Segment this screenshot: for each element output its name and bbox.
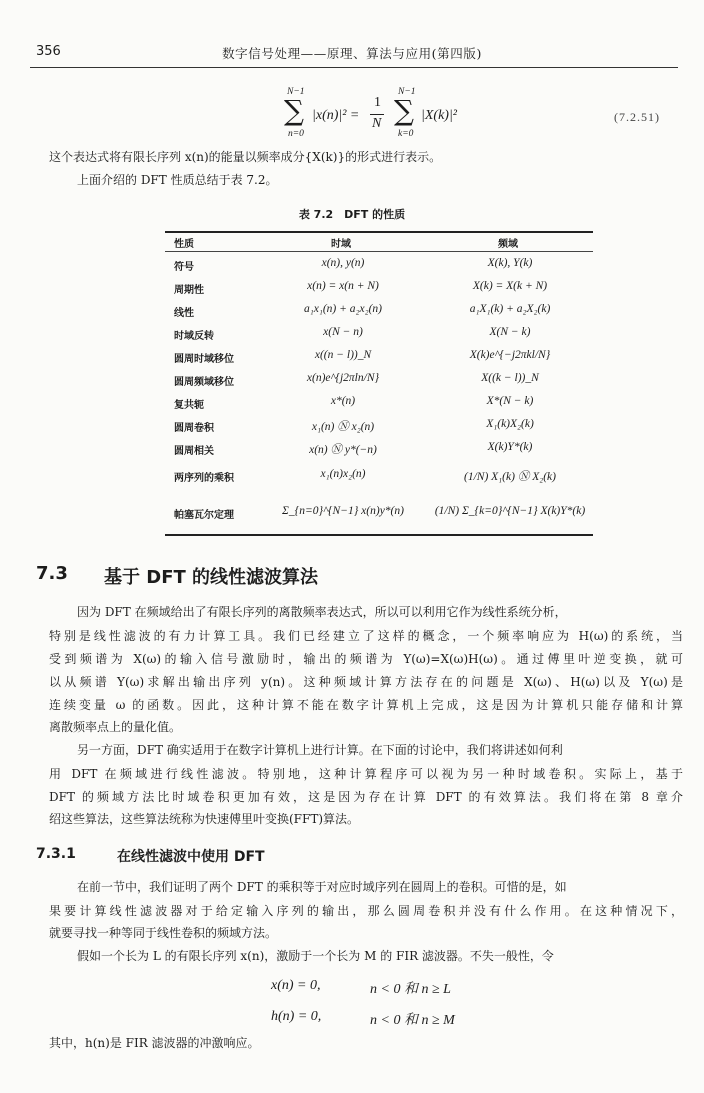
table-cell-freq: X(k) = X(k + N) bbox=[472, 280, 548, 292]
table-cell-time: x₁(n) Ⓝ x₂(n) bbox=[311, 421, 375, 433]
table-cell-freq: X(N − k) bbox=[489, 326, 531, 338]
fraction-numerator: 1 bbox=[374, 95, 381, 110]
para1-line-4: 以从频谱 Y(ω)求解出输出序列 y(n)。这种频域计算方法存在的问题是 X(ω)、H(ω)以及 Y(ω)是 bbox=[49, 675, 683, 689]
table-cell-property: 两序列的乘积 bbox=[174, 473, 234, 484]
intro-line-1: 这个表达式将有限长序列 x(n)的能量以频率成分{X(k)}的形式进行表示。 bbox=[49, 150, 442, 164]
para1-line-5: 连续变量 ω 的函数。因此，这种计算不能在数字计算机上完成，这是因为计算机只能存储和计算 bbox=[49, 698, 683, 712]
table-caption: 表 7.2 DFT 的性质 bbox=[298, 208, 406, 221]
table-cell-time: x(n) = x(n + N) bbox=[307, 280, 379, 292]
fraction-denominator: N bbox=[372, 116, 382, 131]
section-title: 基于 DFT 的线性滤波算法 bbox=[104, 567, 319, 588]
table-cell-property: 圆周相关 bbox=[174, 446, 214, 457]
table-cell-freq: (1/N) X₁(k) Ⓝ X₂(k) bbox=[464, 471, 556, 483]
table-cell-time: x(n) Ⓝ y*(−n) bbox=[309, 444, 377, 456]
subsection-title: 在线性滤波中使用 DFT bbox=[117, 849, 265, 865]
table-cell-time: x(N − n) bbox=[323, 326, 363, 338]
table-cell-property: 复共轭 bbox=[174, 400, 204, 411]
table-cell-time: a₁x₁(n) + a₂x₂(n) bbox=[303, 303, 383, 315]
table-cell-time: x(n), y(n) bbox=[321, 257, 365, 269]
summation-sign: ∑ bbox=[284, 94, 304, 127]
para1-line-6: 离散频率点上的量化值。 bbox=[49, 720, 182, 734]
table-cell-time: x((n − l))_N bbox=[314, 349, 372, 361]
running-header-title: 数字信号处理——原理、算法与应用(第四版) bbox=[222, 46, 482, 61]
table-cell-freq: X((k − l))_N bbox=[481, 372, 539, 384]
table-cell-property: 圆周时域移位 bbox=[174, 354, 234, 365]
table-cell-time: x₁(n)x₂(n) bbox=[320, 468, 366, 480]
parseval-rhs: |X(k)|² bbox=[421, 108, 457, 123]
table-cell-time: x*(n) bbox=[330, 395, 356, 407]
sum-lower-limit: k=0 bbox=[398, 129, 414, 139]
table-cell-freq: (1/N) Σ_{k=0}^{N−1} X(k)Y*(k) bbox=[434, 505, 586, 517]
table-cell-freq: a₁X₁(k) + a₂X₂(k) bbox=[469, 303, 551, 315]
subsection-number: 7.3.1 bbox=[36, 846, 76, 862]
para1-line-1: 因为 DFT 在频域给出了有限长序列的离散频率表达式，所以可以利用它作为线性系统分析， bbox=[77, 605, 567, 619]
para2-line-2: 用 DFT 在频域进行线性滤波。特别地，这种计算程序可以视为另一种时域卷积。实际上，基于 bbox=[49, 767, 683, 781]
table-cell-property: 帕塞瓦尔定理 bbox=[174, 510, 234, 521]
table-header-time: 时域 bbox=[331, 239, 351, 250]
page-number: 356 bbox=[36, 44, 61, 59]
para2-line-4: 绍这些算法，这些算法统称为快速傅里叶变换(FFT)算法。 bbox=[49, 812, 360, 826]
para3-line-3: 就要寻找一种等同于线性卷积的频域方法。 bbox=[49, 926, 278, 940]
table-cell-freq: X*(N − k) bbox=[486, 395, 534, 407]
table-top-rule bbox=[165, 231, 593, 233]
fraction-bar bbox=[370, 114, 384, 115]
intro-line-2: 上面介绍的 DFT 性质总结于表 7.2。 bbox=[77, 173, 278, 187]
definition-h-condition: n < 0 和 n ≥ M bbox=[370, 1013, 455, 1028]
table-cell-freq: X(k), Y(k) bbox=[487, 257, 533, 269]
sum-lower-limit: n=0 bbox=[288, 129, 304, 139]
equation-number: (7.2.51) bbox=[614, 110, 660, 124]
definition-h-lhs: h(n) = 0, bbox=[271, 1009, 322, 1024]
table-cell-property: 时域反转 bbox=[174, 331, 214, 342]
table-cell-freq: X(k)Y*(k) bbox=[487, 441, 533, 453]
para3-line-2: 果要计算线性滤波器对于给定输入序列的输出，那么圆周卷积并没有什么作用。在这种情况下， bbox=[49, 904, 683, 918]
para2-line-1: 另一方面，DFT 确实适用于在数字计算机上进行计算。在下面的讨论中，我们将讲述如何利 bbox=[77, 743, 563, 757]
table-cell-freq: X₁(k)X₂(k) bbox=[486, 418, 534, 430]
table-cell-property: 圆周卷积 bbox=[174, 423, 214, 434]
para4-line: 假如一个长为 L 的有限长序列 x(n)，激励于一个长为 M 的 FIR 滤波器。不失一般性，令 bbox=[77, 949, 554, 963]
table-cell-freq: X(k)e^{−j2πkl/N} bbox=[469, 349, 551, 361]
table-cell-time: Σ_{n=0}^{N−1} x(n)y*(n) bbox=[282, 505, 404, 517]
sum-upper-limit: N−1 bbox=[398, 87, 416, 97]
table-header-property: 性质 bbox=[174, 239, 194, 250]
definition-x-condition: n < 0 和 n ≥ L bbox=[370, 982, 451, 997]
table-cell-property: 符号 bbox=[174, 262, 194, 273]
table-bottom-rule bbox=[165, 534, 593, 536]
table-header-rule bbox=[165, 251, 593, 252]
closing-line: 其中，h(n)是 FIR 滤波器的冲激响应。 bbox=[49, 1036, 260, 1050]
header-rule bbox=[30, 67, 678, 68]
definition-x-lhs: x(n) = 0, bbox=[271, 978, 321, 993]
table-header-freq: 频域 bbox=[498, 239, 518, 250]
para1-line-2: 特别是线性滤波的有力计算工具。我们已经建立了这样的概念，一个频率响应为 H(ω)的系统，当 bbox=[49, 629, 683, 643]
section-number: 7.3 bbox=[36, 563, 68, 584]
para3-line-1: 在前一节中，我们证明了两个 DFT 的乘积等于对应时域序列在圆周上的卷积。可惜的是，如 bbox=[77, 880, 567, 894]
table-cell-time: x(n)e^{j2πln/N} bbox=[306, 372, 380, 384]
parseval-lhs: |x(n)|² = bbox=[312, 108, 360, 123]
para1-line-3: 受到频谱为 X(ω)的输入信号激励时，输出的频谱为 Y(ω)=X(ω)H(ω)。通过傅里叶逆变换，就可 bbox=[49, 652, 683, 666]
table-cell-property: 圆周频域移位 bbox=[174, 377, 234, 388]
table-cell-property: 周期性 bbox=[174, 285, 204, 296]
summation-sign: ∑ bbox=[394, 94, 414, 127]
sum-upper-limit: N−1 bbox=[287, 87, 305, 97]
para2-line-3: DFT 的频域方法比时域卷积更加有效，这是因为存在计算 DFT 的有效算法。我们将在第 8 章介 bbox=[49, 790, 683, 804]
table-cell-property: 线性 bbox=[174, 308, 194, 319]
